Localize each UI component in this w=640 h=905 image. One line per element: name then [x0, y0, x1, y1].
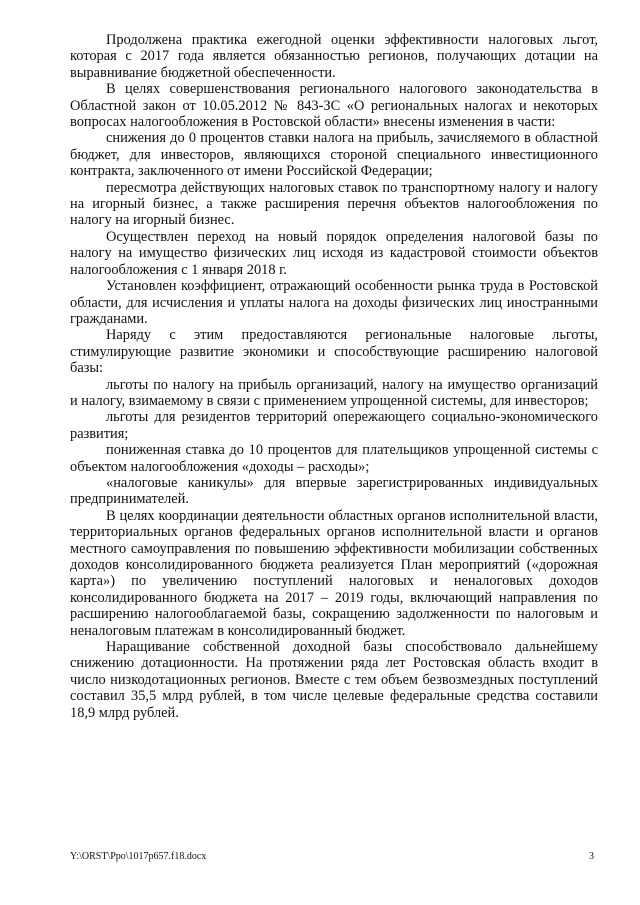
paragraph-2: В целях совершенствования регионального налогового законодательства в Областной закон от 10.05.2012 № 843-ЗС «О региональных налогах и некоторых вопросах налогообложения в Ростовской области» внесены изменения в части:: [70, 81, 598, 131]
paragraph-7: Наряду с этим предоставляются региональные налоговые льготы, стимулирующие развитие экономики и способствующие расширению налоговой базы:: [70, 327, 598, 377]
paragraph-12: В целях координации деятельности областных органов исполнительной власти, территориальных органов федеральных органов исполнительной власти и органов местного самоуправления по повышению эффективности мобилизации собственных доходов консолидированного бюджета реализуется План мероприятий («дорожная карта») по увеличению поступлений налоговых и неналоговых доходов консолидированного бюджета на 2017 – 2019 годы, включающий направления по расширению налогооблагаемой базы, сокращению задолженности по налоговым и неналоговым платежам в консолидированный бюджет.: [70, 507, 598, 639]
paragraph-13: Наращивание собственной доходной базы способствовало дальнейшему снижению дотационности. На протяжении ряда лет Ростовская область входит в число низкодотационных регионов. Вместе с тем объем безвозмездных поступлений составил 35,5 млрд рублей, в том числе целевые федеральные средства составили 18,9 млрд рублей.: [70, 639, 598, 721]
paragraph-5: Осуществлен переход на новый порядок определения налоговой базы по налогу на имущество физических лиц исходя из кадастровой стоимости объектов налогообложения с 1 января 2018 г.: [70, 228, 598, 278]
paragraph-11: «налоговые каникулы» для впервые зарегистрированных индивидуальных предпринимателей.: [70, 474, 598, 508]
footer-page-number: 3: [589, 851, 594, 862]
paragraph-8: льготы по налогу на прибыль организаций, налогу на имущество организаций и налогу, взимаемому в связи с применением упрощенной системы, для инвесторов;: [70, 376, 598, 409]
paragraph-3: снижения до 0 процентов ставки налога на прибыль, зачисляемого в областной бюджет, для инвесторов, являющихся стороной специального инвестиционного контракта, заключенного от имени Российской Федерации;: [70, 130, 598, 180]
document-body: [70, 32, 598, 721]
paragraph-10: пониженная ставка до 10 процентов для плательщиков упрощенной системы с объектом налогообложения «доходы – расходы»;: [70, 442, 598, 475]
paragraph-6: Установлен коэффициент, отражающий особенности рынка труда в Ростовской области, для исчисления и уплаты налога на доходы физических лиц иностранными гражданами.: [70, 278, 598, 327]
paragraph-1: Продолжена практика ежегодной оценки эффективности налоговых льгот, которая с 2017 года является обязанностью регионов, получающих дотации на выравнивание бюджетной обеспеченности.: [70, 32, 598, 81]
paragraph-9: льготы для резидентов территорий опережающего социально-экономического развития;: [70, 409, 598, 442]
footer-file-path: Y:\ORST\Ppo\1017p657.f18.docx: [70, 851, 207, 862]
paragraph-4: пересмотра действующих налоговых ставок по транспортному налогу и налогу на игорный бизнес, а также расширения перечня объектов налогообложения по налогу на игорный бизнес.: [70, 179, 598, 229]
